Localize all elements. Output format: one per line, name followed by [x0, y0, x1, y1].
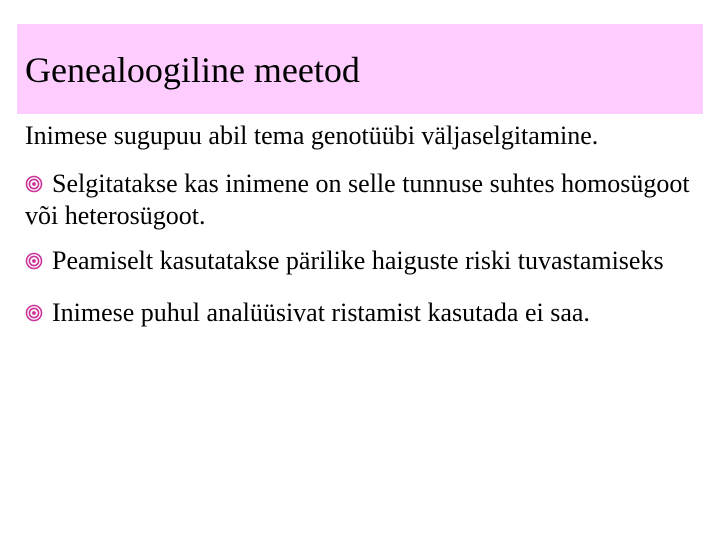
slide-title: Genealoogiline meetod: [25, 50, 360, 90]
bullet-text-2: Peamiselt kasutatakse pärilike haiguste riski tuvastamiseks: [52, 246, 664, 275]
bullet-item-2: [25, 245, 705, 277]
concentric-circle-bullet-icon: [25, 304, 43, 322]
bullet-text-3: Inimese puhul analüüsivat ristamist kasutada ei saa.: [52, 298, 590, 327]
bullet-item-3: [25, 297, 705, 329]
intro-text: Inimese sugupuu abil tema genotüübi väljaselgitamine.: [25, 121, 599, 150]
bullet-text-1: Selgitatakse kas inimene on selle tunnuse suhtes homosügoot või heterosügoot.: [25, 169, 690, 230]
slide-content: [25, 116, 705, 329]
bullet-item-1: [25, 168, 705, 232]
concentric-circle-bullet-icon: [25, 175, 43, 193]
title-bar: [17, 24, 703, 114]
concentric-circle-bullet-icon: [25, 252, 43, 270]
